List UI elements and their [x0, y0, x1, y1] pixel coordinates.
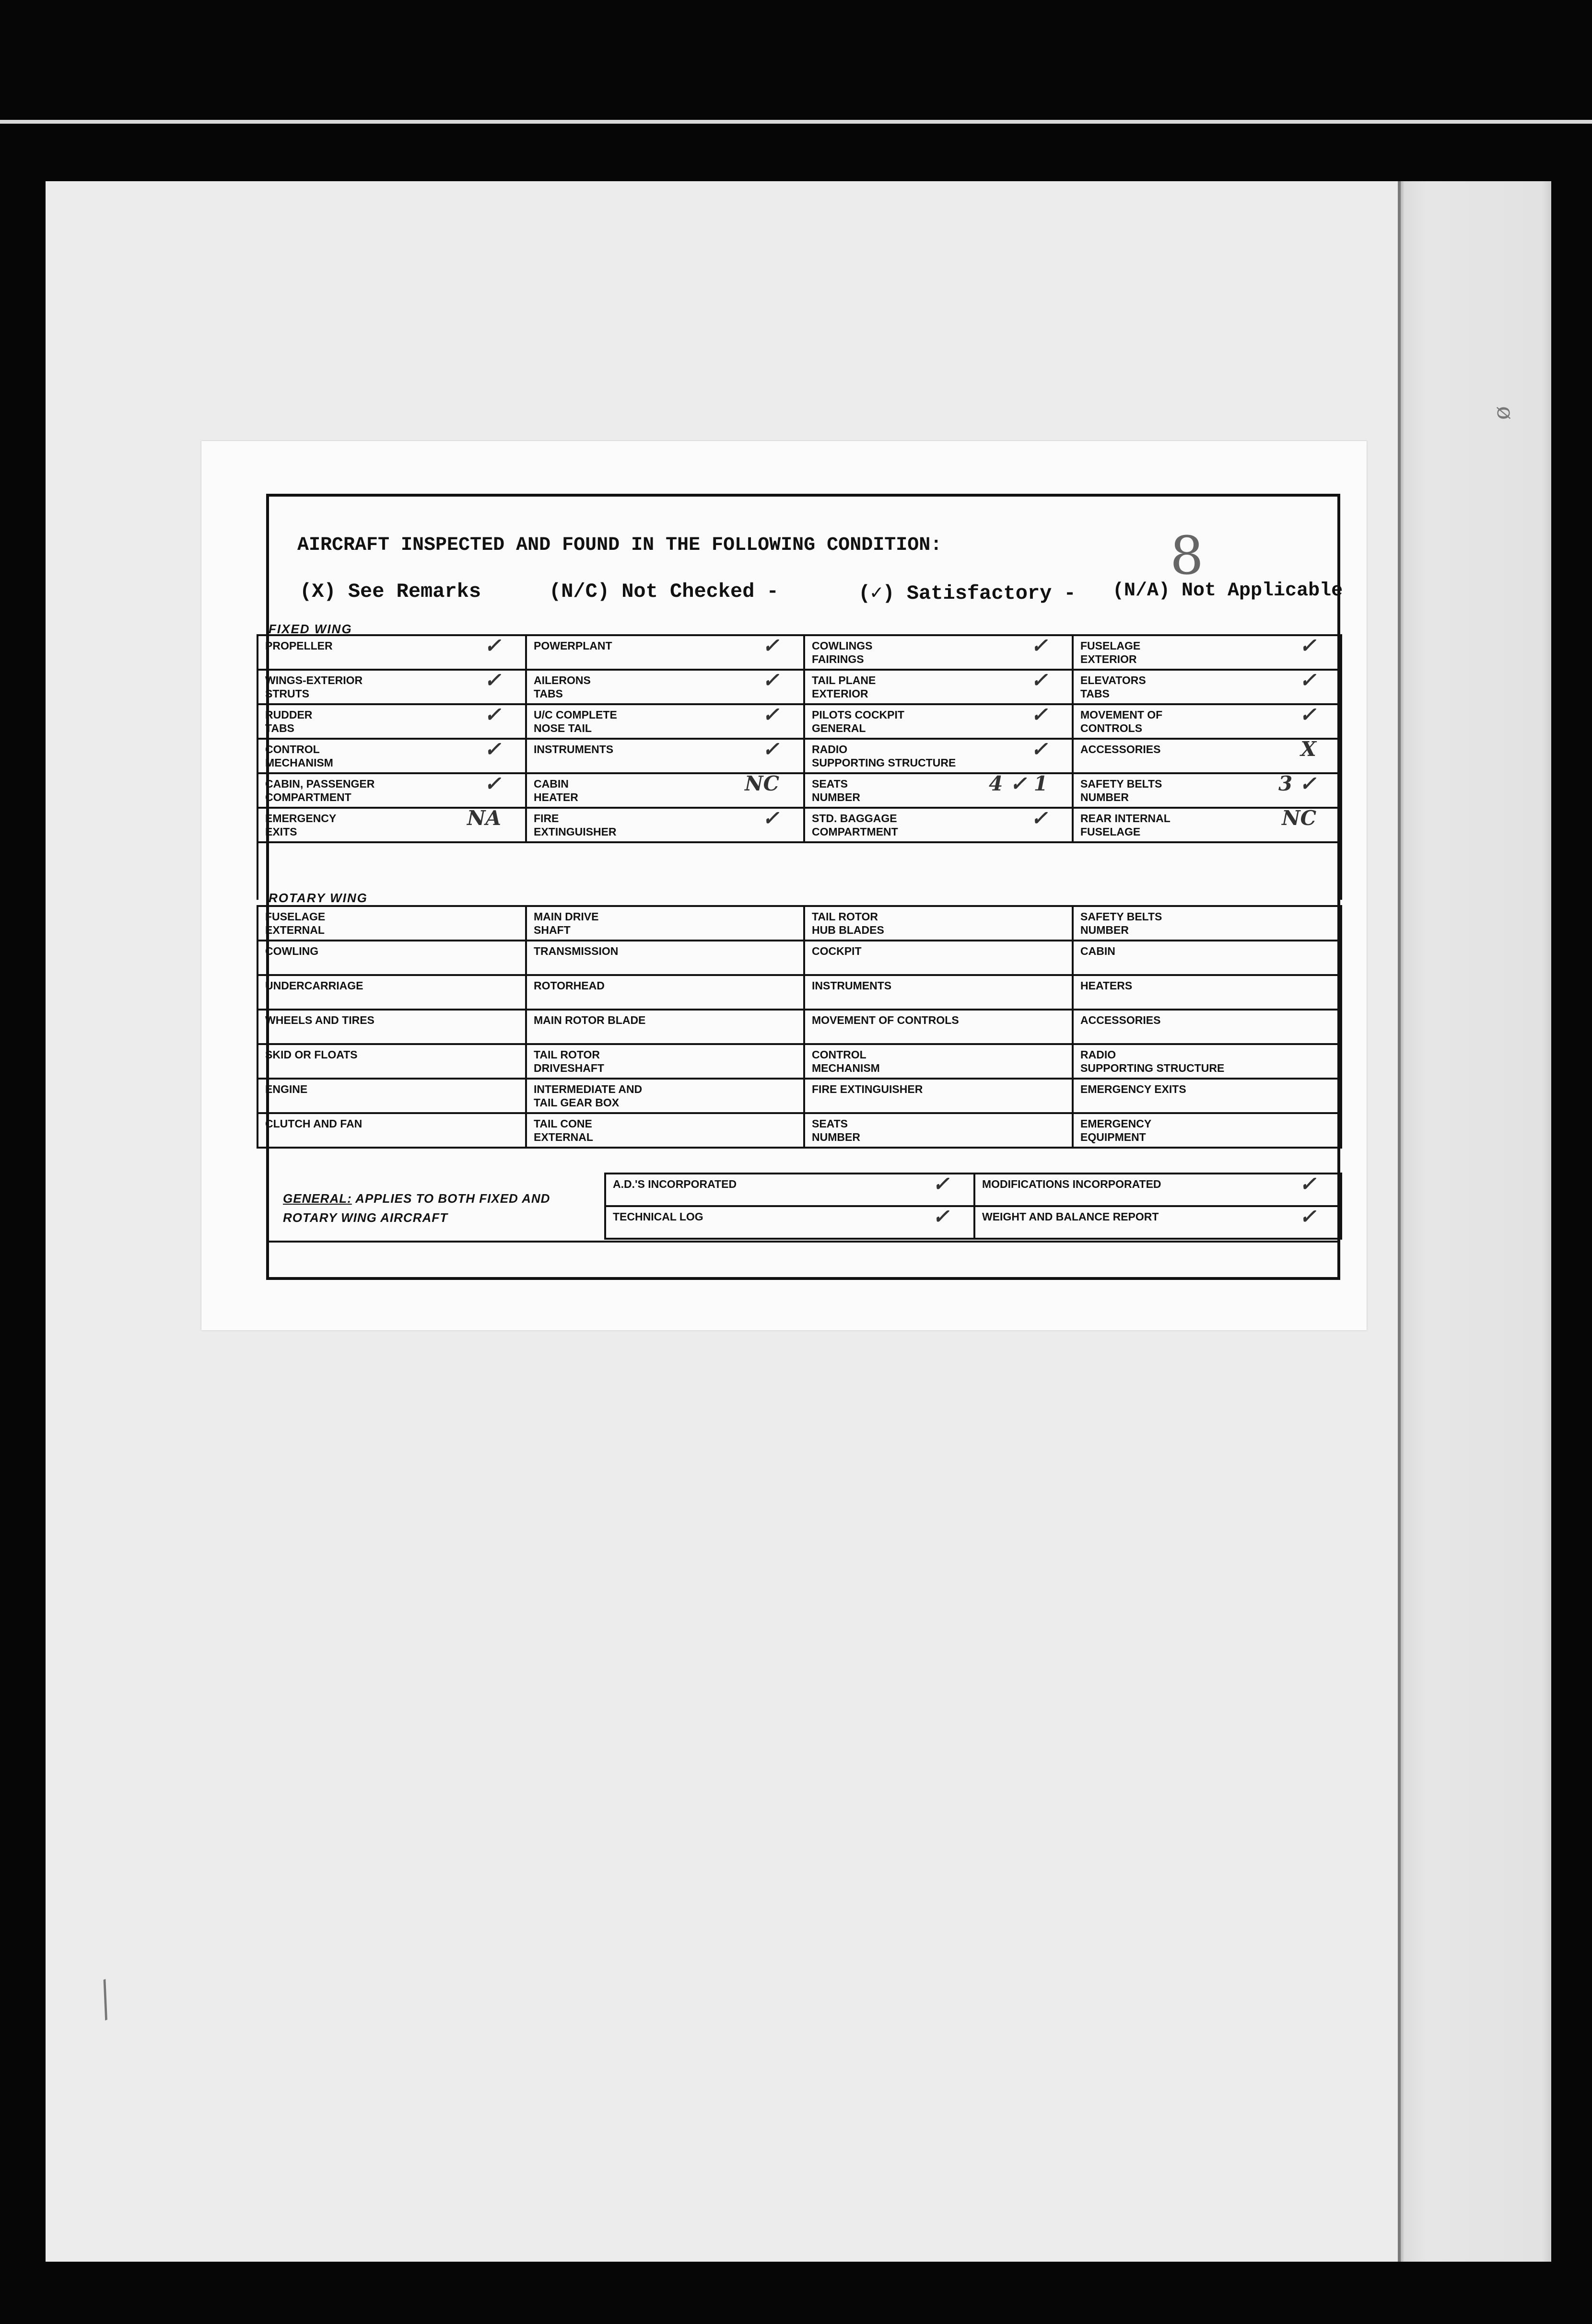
rotary-wing-row [258, 906, 1341, 941]
check-mark: ✓ [484, 773, 501, 795]
item-label: POWERPLANT [534, 639, 612, 652]
rotary-wing-label: ROTARY WING [269, 891, 368, 905]
smudge-mark: ᴓ [1496, 398, 1511, 425]
rotary-wing-row [258, 1079, 1341, 1113]
rotary-wing-cell: ACCESSORIES [1073, 1010, 1341, 1044]
check-mark: ✓ [1030, 704, 1048, 726]
check-mark: ✓ [1299, 1174, 1316, 1196]
item-label: ACCESSORIES [1080, 743, 1161, 755]
item-label: COWLINGS FAIRINGS [812, 639, 873, 665]
rotary-wing-row [258, 941, 1341, 975]
general-item-label: WEIGHT AND BALANCE REPORT [982, 1210, 1159, 1223]
fixed-wing-cell [258, 773, 526, 808]
fixed-wing-cell [526, 635, 804, 670]
check-mark: ✓ [762, 635, 779, 657]
item-label: WINGS-EXTERIOR STRUTS [265, 674, 363, 700]
item-label: FIRE EXTINGUISHER [534, 812, 617, 838]
fixed-wing-cell [804, 773, 1073, 808]
general-item-label: MODIFICATIONS INCORPORATED [982, 1178, 1161, 1190]
fixed-wing-row [258, 670, 1341, 704]
fixed-wing-cell [804, 808, 1073, 842]
item-label: RADIO SUPPORTING STRUCTURE [812, 743, 956, 769]
handwritten-number: 8 [1170, 525, 1204, 586]
check-mark: ✓ [932, 1206, 949, 1228]
fixed-wing-table [257, 634, 1342, 900]
rotary-wing-cell: TRANSMISSION [526, 941, 804, 975]
item-label: REAR INTERNAL FUSELAGE [1080, 812, 1171, 838]
rotary-wing-cell: MOVEMENT OF CONTROLS [804, 1010, 1073, 1044]
check-mark: ✓ [1030, 739, 1048, 761]
fixed-wing-cell [804, 704, 1073, 739]
rotary-wing-cell: EMERGENCY EQUIPMENT [1073, 1113, 1341, 1148]
check-mark: ✓ [762, 808, 779, 830]
fixed-wing-cell [804, 670, 1073, 704]
fixed-wing-cell [804, 635, 1073, 670]
item-label: EMERGENCY EXITS [265, 812, 337, 838]
fixed-wing-row [258, 773, 1341, 808]
check-mark: ✓ [484, 635, 501, 657]
item-label: CABIN, PASSENGER COMPARTMENT [265, 778, 375, 803]
fixed-wing-cell [258, 808, 526, 842]
fixed-wing-cell [1073, 739, 1341, 773]
fixed-wing-cell [526, 704, 804, 739]
fixed-wing-cell [1073, 704, 1341, 739]
page-fold-edge [1398, 181, 1551, 2262]
check-mark: 4 ✓ 1 [989, 773, 1048, 795]
rotary-wing-cell: TAIL CONE EXTERNAL [526, 1113, 804, 1148]
rotary-wing-cell: EMERGENCY EXITS [1073, 1079, 1341, 1113]
check-mark: ✓ [1299, 635, 1316, 657]
check-mark: NA [467, 808, 501, 830]
rotary-wing-cell: MAIN ROTOR BLADE [526, 1010, 804, 1044]
rotary-wing-row [258, 1010, 1341, 1044]
item-label: SAFETY BELTS NUMBER [1080, 778, 1162, 803]
fixed-wing-cell [258, 670, 526, 704]
rotary-wing-cell: WHEELS AND TIRES [258, 1010, 526, 1044]
rotary-wing-cell: TAIL ROTOR HUB BLADES [804, 906, 1073, 941]
check-mark: ✓ [762, 670, 779, 692]
blank-row [258, 842, 1341, 900]
general-item-label: A.D.'S INCORPORATED [613, 1178, 737, 1190]
rotary-wing-cell: COCKPIT [804, 941, 1073, 975]
rotary-wing-cell: UNDERCARRIAGE [258, 975, 526, 1010]
legend-satisfactory: (✓) Satisfactory - [858, 582, 1076, 605]
rotary-wing-cell: SAFETY BELTS NUMBER [1073, 906, 1341, 941]
check-mark: ✓ [1299, 1206, 1316, 1228]
item-label: MOVEMENT OF CONTROLS [1080, 709, 1163, 734]
rotary-wing-cell: ENGINE [258, 1079, 526, 1113]
form-bottom-rule [269, 1241, 1337, 1243]
rotary-wing-cell: MAIN DRIVE SHAFT [526, 906, 804, 941]
rotary-wing-cell: FIRE EXTINGUISHER [804, 1079, 1073, 1113]
check-mark: ✓ [762, 739, 779, 761]
item-label: TAIL PLANE EXTERIOR [812, 674, 876, 700]
film-top-line [0, 120, 1592, 124]
rotary-wing-cell: TAIL ROTOR DRIVESHAFT [526, 1044, 804, 1079]
legend-see-remarks: (X) See Remarks [300, 580, 481, 603]
fixed-wing-cell [526, 739, 804, 773]
rotary-wing-cell: HEATERS [1073, 975, 1341, 1010]
general-item-modifications [974, 1174, 1341, 1206]
check-mark: ✓ [484, 739, 501, 761]
fixed-wing-cell [258, 739, 526, 773]
fixed-wing-cell [1073, 808, 1341, 842]
rotary-wing-row [258, 1044, 1341, 1079]
item-label: PILOTS COCKPIT GENERAL [812, 709, 904, 734]
item-label: AILERONS TABS [534, 674, 591, 700]
fixed-wing-cell [1073, 635, 1341, 670]
fixed-wing-cell [526, 670, 804, 704]
check-mark: ✓ [1030, 808, 1048, 830]
fixed-wing-label: FIXED WING [269, 622, 352, 636]
general-item-technical-log [605, 1206, 974, 1239]
item-label: ELEVATORS TABS [1080, 674, 1146, 700]
rotary-wing-cell: FUSELAGE EXTERNAL [258, 906, 526, 941]
rotary-wing-cell: COWLING [258, 941, 526, 975]
check-mark: ✓ [762, 704, 779, 726]
general-item-weight-balance [974, 1206, 1341, 1239]
blank-cell [258, 842, 1341, 900]
item-label: STD. BAGGAGE COMPARTMENT [812, 812, 898, 838]
fixed-wing-cell [526, 808, 804, 842]
item-label: SEATS NUMBER [812, 778, 860, 803]
rotary-wing-table [257, 905, 1342, 1149]
rotary-wing-cell: CONTROL MECHANISM [804, 1044, 1073, 1079]
rotary-wing-cell: INTERMEDIATE AND TAIL GEAR BOX [526, 1079, 804, 1113]
smudge-mark: ⧸ [90, 1974, 121, 2027]
legend-not-applicable: (N/A) Not Applicable [1112, 580, 1343, 602]
check-mark: NC [745, 773, 779, 795]
item-label: CABIN HEATER [534, 778, 578, 803]
rotary-wing-row [258, 1113, 1341, 1148]
item-label: CONTROL MECHANISM [265, 743, 333, 769]
fold-line [1398, 181, 1401, 2262]
check-mark: 3 ✓ [1278, 773, 1316, 795]
rotary-wing-cell: SKID OR FLOATS [258, 1044, 526, 1079]
general-table [604, 1173, 1342, 1240]
check-mark: ✓ [932, 1174, 949, 1196]
legend-not-checked: (N/C) Not Checked - [549, 580, 779, 603]
check-mark: ✓ [1299, 704, 1316, 726]
fixed-wing-row [258, 808, 1341, 842]
item-label: INSTRUMENTS [534, 743, 614, 755]
general-item-label: TECHNICAL LOG [613, 1210, 703, 1223]
fixed-wing-row [258, 704, 1341, 739]
general-label-text: APPLIES TO BOTH FIXED AND ROTARY WING AIRCRAFT [283, 1191, 550, 1225]
rotary-wing-cell: CLUTCH AND FAN [258, 1113, 526, 1148]
fixed-wing-cell [526, 773, 804, 808]
item-label: PROPELLER [265, 639, 333, 652]
item-label: FUSELAGE EXTERIOR [1080, 639, 1141, 665]
check-mark: ✓ [1030, 670, 1048, 692]
rotary-wing-cell: SEATS NUMBER [804, 1113, 1073, 1148]
check-mark: ✓ [1299, 670, 1316, 692]
rotary-wing-cell: CABIN [1073, 941, 1341, 975]
fixed-wing-cell [1073, 670, 1341, 704]
fixed-wing-cell [258, 635, 526, 670]
rotary-wing-cell: RADIO SUPPORTING STRUCTURE [1073, 1044, 1341, 1079]
item-label: RUDDER TABS [265, 709, 313, 734]
fixed-wing-cell [258, 704, 526, 739]
check-mark: ✓ [484, 670, 501, 692]
rotary-wing-cell: INSTRUMENTS [804, 975, 1073, 1010]
check-mark: NC [1282, 808, 1316, 830]
item-label: U/C COMPLETE NOSE TAIL [534, 709, 617, 734]
check-mark: X [1300, 739, 1316, 761]
form-title: AIRCRAFT INSPECTED AND FOUND IN THE FOLLOWING CONDITION: [297, 535, 942, 556]
general-label [283, 1189, 590, 1227]
general-item-ads [605, 1174, 974, 1206]
check-mark: ✓ [484, 704, 501, 726]
fixed-wing-row [258, 739, 1341, 773]
rotary-wing-cell: ROTORHEAD [526, 975, 804, 1010]
fixed-wing-cell [804, 739, 1073, 773]
fixed-wing-row [258, 635, 1341, 670]
general-label-prefix: GENERAL: [283, 1191, 352, 1206]
check-mark: ✓ [1030, 635, 1048, 657]
rotary-wing-row [258, 975, 1341, 1010]
fixed-wing-cell [1073, 773, 1341, 808]
